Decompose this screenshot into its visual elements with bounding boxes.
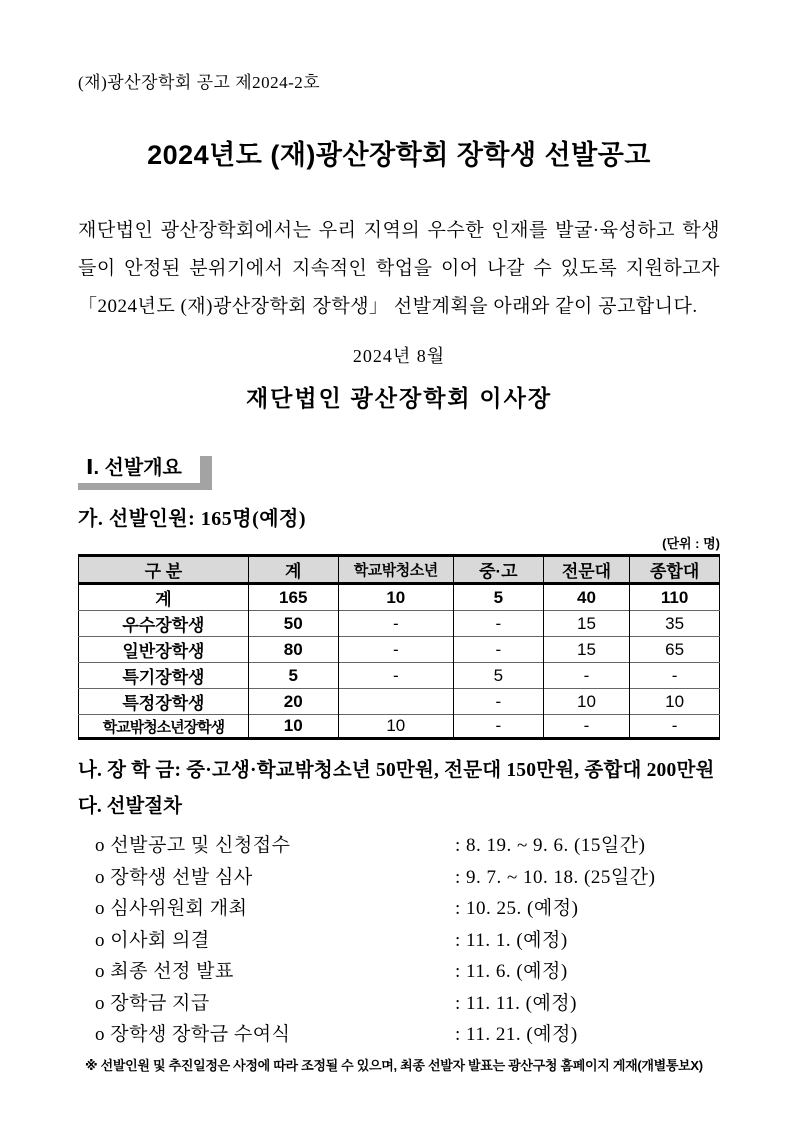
cell-row-label: 특정장학생 — [79, 689, 249, 715]
cell-row-label: 우수장학생 — [79, 611, 249, 637]
schedule-item — [78, 828, 720, 860]
cell-value: 110 — [630, 584, 720, 611]
schedule-date: : 11. 1. (예정) — [455, 929, 568, 951]
cell-row-label: 학교밖청소년장학생 — [79, 715, 249, 739]
col-header-junior-college: 전문대 — [543, 556, 630, 584]
col-header-middle-high: 중·고 — [453, 556, 543, 584]
cell-row-label: 계 — [155, 590, 172, 609]
item-scholarship-amount: 나. 장 학 금: 중·고생·학교밖청소년 50만원, 전문대 150만원, 종합대 200만원 — [78, 760, 715, 781]
cell-value: - — [543, 715, 630, 739]
schedule-list — [78, 828, 720, 1049]
cell-value: 20 — [248, 689, 338, 715]
cell-value: 10 — [543, 689, 630, 715]
item-selection-count: 가. 선발인원: 165명(예정) — [78, 508, 307, 530]
signer: 재단법인 광산장학회 이사장 — [245, 386, 553, 411]
cell-value: - — [630, 663, 720, 689]
notice-number: (재)광산장학회 공고 제2024-2호 — [78, 73, 321, 92]
section-heading: Ⅰ. 선발개요 — [78, 449, 212, 490]
announcement-date: 2024년 8월 — [352, 346, 446, 366]
schedule-label: o 이사회 의결 — [95, 929, 210, 951]
cell-value: - — [453, 689, 543, 715]
schedule-item — [78, 986, 720, 1018]
schedule-date: : 8. 19. ~ 9. 6. (15일간) — [455, 835, 646, 857]
table-row-total — [79, 584, 720, 611]
col-header-category: 구 분 — [79, 556, 249, 584]
section-heading-wrap — [78, 449, 720, 490]
cell-value: 65 — [630, 637, 720, 663]
cell-value: - — [338, 611, 453, 637]
schedule-label: o 장학생 장학금 수여식 — [95, 1024, 291, 1046]
cell-value: 5 — [248, 663, 338, 689]
schedule-date: : 11. 21. (예정) — [455, 1024, 578, 1046]
intro-paragraph: 재단법인 광산장학회에서는 우리 지역의 우수한 인재를 발굴·육성하고 학생들이 안정된 분위기에서 지속적인 학업을 이어 나갈 수 있도록 지원하고자 「2024년도 (재)광산장학회 장학생」 선발계획을 아래와 같이 공고합니다. — [78, 220, 720, 317]
cell-value: 80 — [248, 637, 338, 663]
schedule-date: : 11. 6. (예정) — [455, 961, 568, 983]
cell-value: - — [630, 715, 720, 739]
schedule-label: o 선발공고 및 신청접수 — [95, 835, 291, 857]
schedule-date: : 9. 7. ~ 10. 18. (25일간) — [455, 866, 656, 888]
cell-value: 10 — [338, 715, 453, 739]
cell-value: 5 — [453, 663, 543, 689]
cell-value: 50 — [248, 611, 338, 637]
table-row-general — [79, 637, 720, 663]
schedule-item — [78, 860, 720, 892]
cell-value: 5 — [453, 584, 543, 611]
document-title: 2024년도 (재)광산장학회 장학생 선발공고 — [147, 140, 651, 170]
schedule-item — [78, 1017, 720, 1049]
cell-value: - — [453, 611, 543, 637]
cell-value: - — [453, 637, 543, 663]
cell-value — [338, 689, 453, 715]
cell-value: 15 — [543, 637, 630, 663]
cell-value: 165 — [248, 584, 338, 611]
col-header-university: 종합대 — [630, 556, 720, 584]
table-row-excellent — [79, 611, 720, 637]
cell-value: - — [543, 663, 630, 689]
table-row-talent — [79, 663, 720, 689]
cell-value: 10 — [630, 689, 720, 715]
table-header-row — [79, 556, 720, 584]
cell-value: - — [338, 637, 453, 663]
schedule-item — [78, 923, 720, 955]
schedule-label: o 최종 선정 발표 — [95, 961, 234, 983]
table-row-special — [79, 689, 720, 715]
col-header-out-of-school: 학교밖청소년 — [338, 556, 453, 584]
footnote: ※ 선발인원 및 추진일정은 사정에 따라 조정될 수 있으며, 최종 선발자 발표는 광산구청 홈페이지 게재(개별통보X) — [85, 1057, 703, 1073]
cell-row-label: 특기장학생 — [79, 663, 249, 689]
schedule-item — [78, 954, 720, 986]
cell-value: 40 — [543, 584, 630, 611]
item-selection-procedure: 다. 선발절차 — [78, 796, 182, 817]
schedule-date: : 10. 25. (예정) — [455, 898, 579, 920]
table-unit-note: (단위 : 명) — [662, 536, 720, 551]
schedule-label: o 장학금 지급 — [95, 992, 210, 1014]
cell-value: - — [338, 663, 453, 689]
cell-value: 10 — [248, 715, 338, 739]
schedule-label: o 심사위원회 개최 — [95, 898, 248, 920]
cell-row-label: 일반장학생 — [79, 637, 249, 663]
col-header-total: 계 — [248, 556, 338, 584]
cell-value: 35 — [630, 611, 720, 637]
schedule-date: : 11. 11. (예정) — [455, 992, 577, 1014]
cell-value: 10 — [338, 584, 453, 611]
schedule-item — [78, 891, 720, 923]
selection-table — [78, 554, 720, 740]
cell-value: - — [453, 715, 543, 739]
cell-value: 15 — [543, 611, 630, 637]
table-row-out-of-school — [79, 715, 720, 739]
schedule-label: o 장학생 선발 심사 — [95, 866, 253, 888]
